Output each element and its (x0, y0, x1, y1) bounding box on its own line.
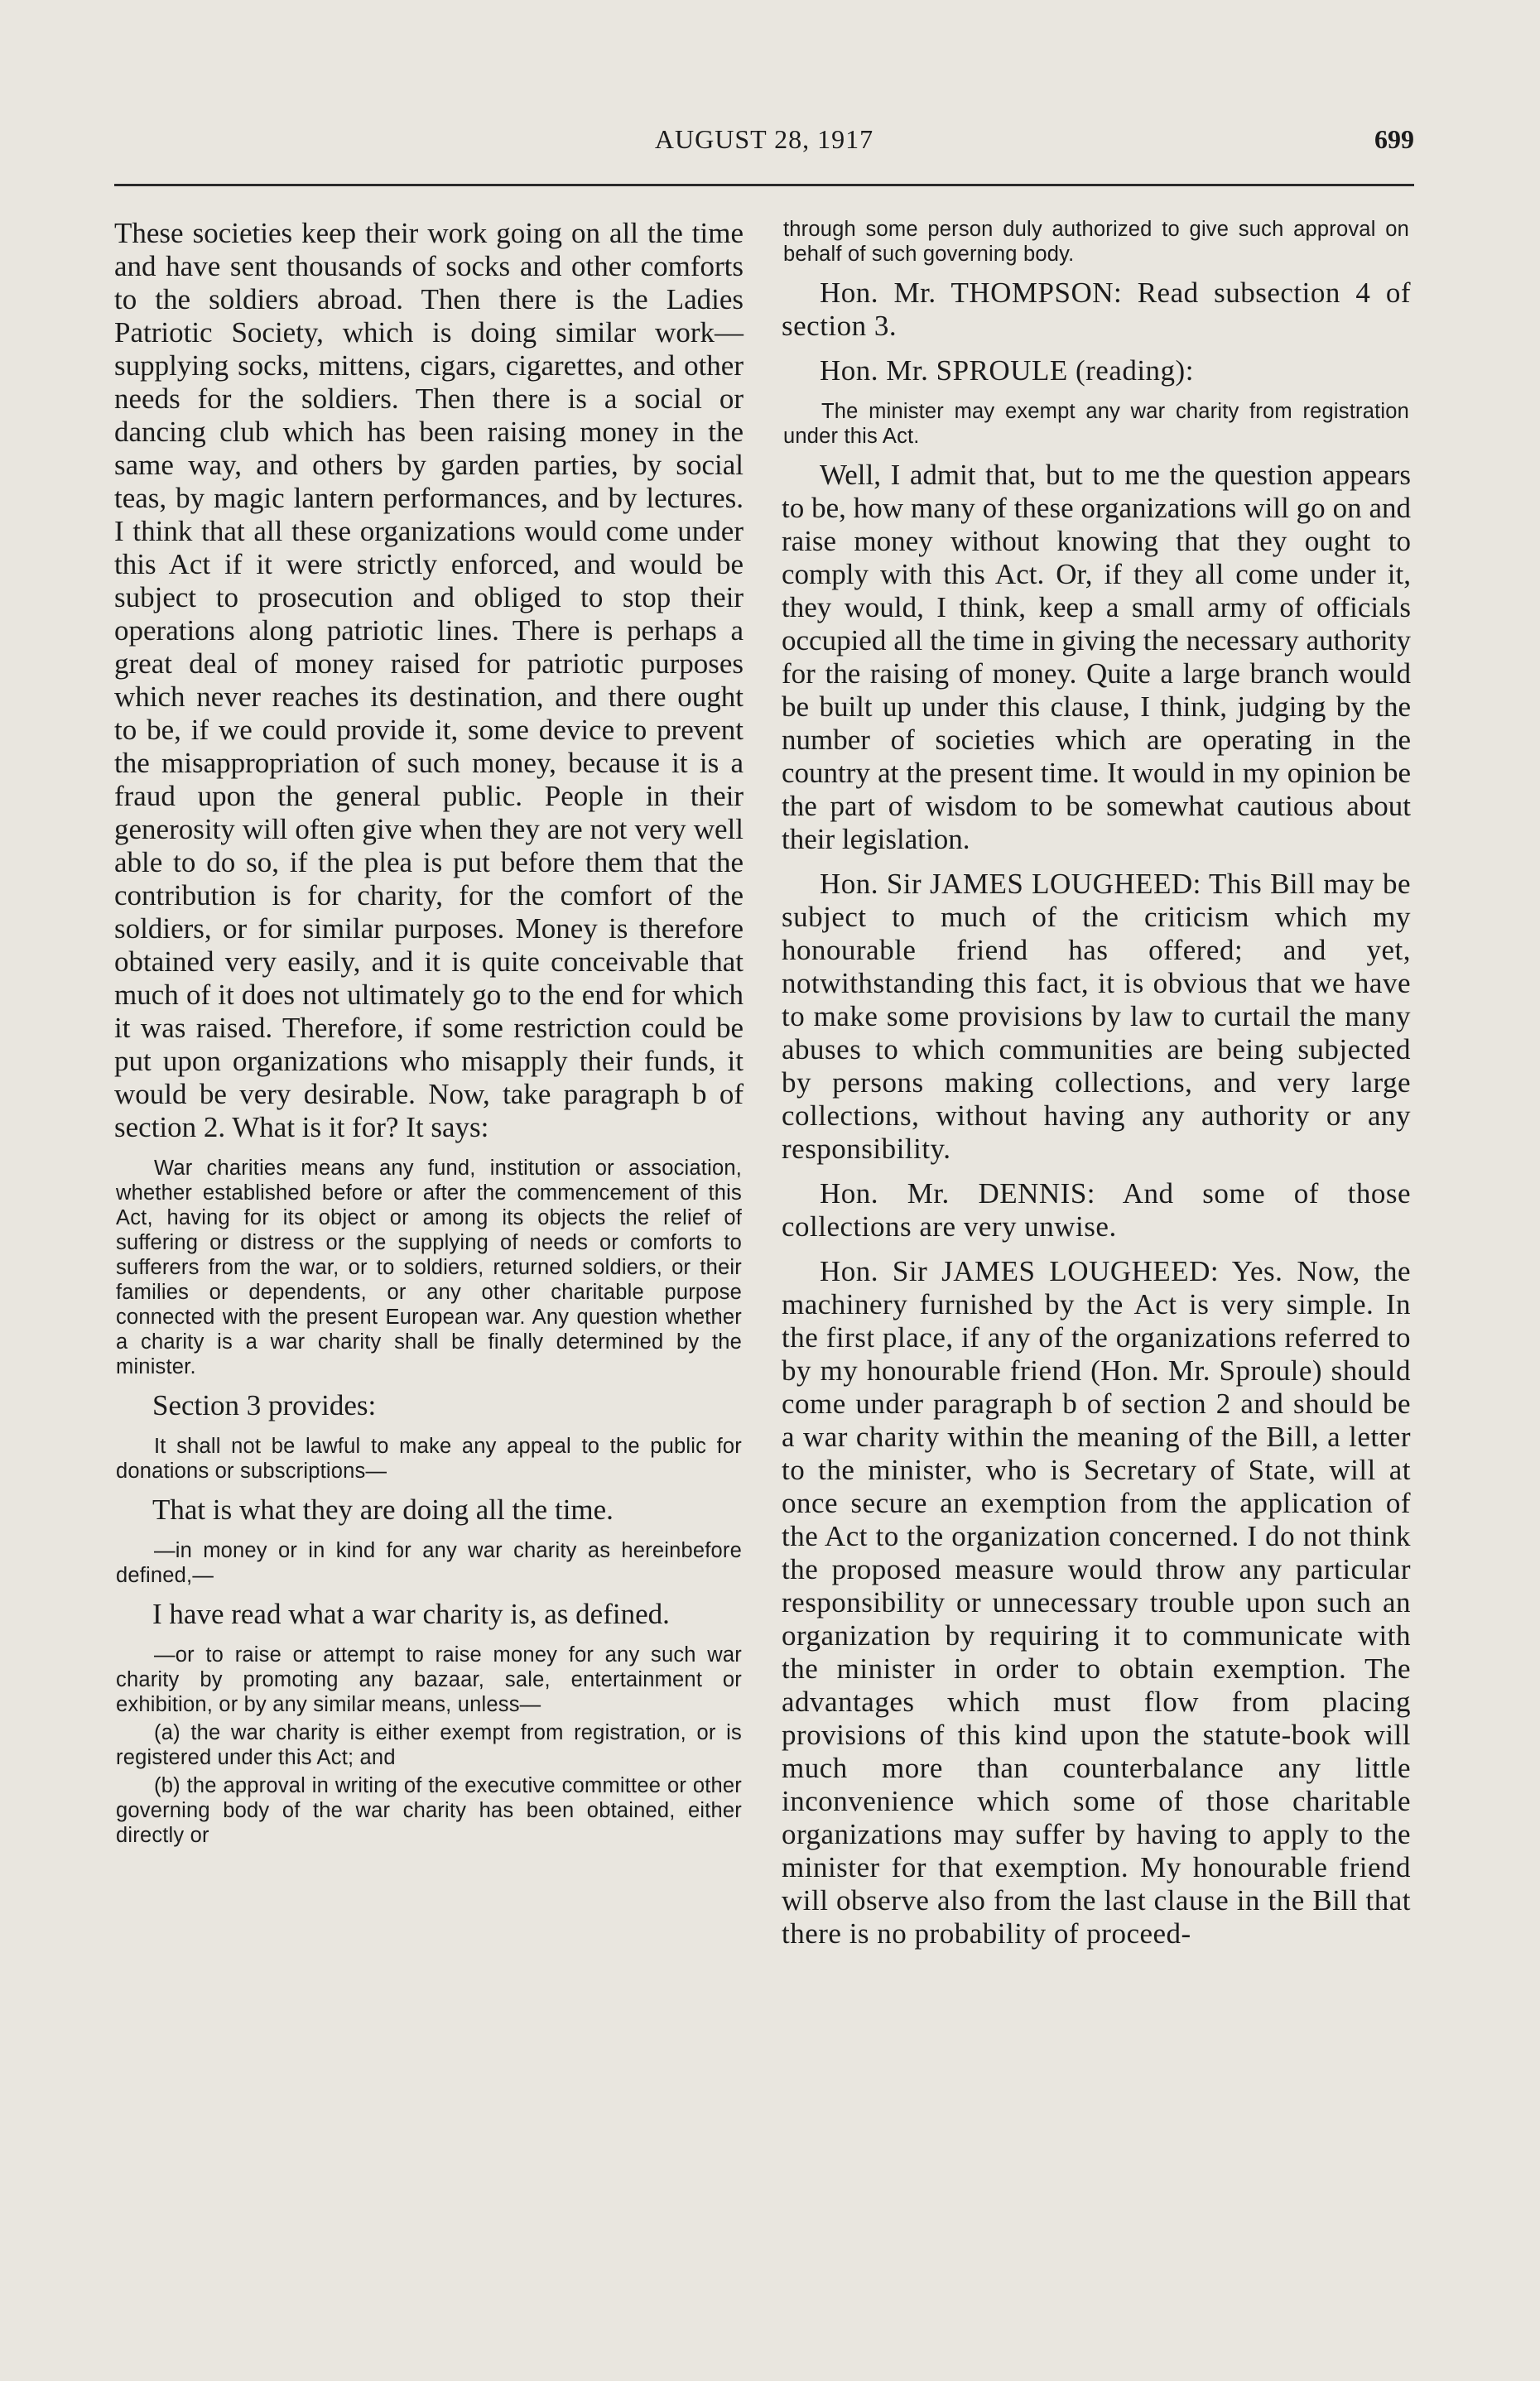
quoted-paragraph: The minister may exempt any war charity from registration under this Act. (783, 400, 1409, 448)
quoted-paragraph: (a) the war charity is either exempt from registration, or is registered under this Act; and (116, 1721, 742, 1769)
header-rule (114, 184, 1414, 186)
speaker-paragraph: Hon. Sir JAMES LOUGHEED: This Bill may be subject to much of the criticism which my honourable friend has offered; and yet, notwithstanding this fact, it is obvious that we have to make some provisions by law to curtail the many abuses to which communities are being subjected by persons making collections, and very large collections, without having any authority or any responsibility. (782, 868, 1411, 1165)
quoted-paragraph: It shall not be lawful to make any appeal to the public for donations or subscriptions— (116, 1435, 742, 1483)
speaker-paragraph: Hon. Mr. SPROULE (reading): (820, 354, 1194, 387)
quoted-paragraph: War charities means any fund, institution or association, whether established before or after the commencement of this Act, having for its object or among its objects the relief of suffering or distress or the supplying of needs or comforts to sufferers from the war, or to soldiers, returned soldiers, or their families or dependents, or any other charitable purpose connected with the present European war. Any question whether a charity is a war charity shall be finally determined by the minister. (116, 1157, 742, 1378)
running-date: AUGUST 28, 1917 (654, 124, 874, 154)
left-column (114, 217, 744, 1858)
quoted-paragraph: (b) the approval in writing of the executive committee or other governing body of the war charity has been obtained, either directly or (116, 1774, 742, 1847)
right-column (782, 217, 1411, 1962)
page-number: 699 (1374, 124, 1414, 154)
speaker-paragraph: Hon. Mr. THOMPSON: Read subsection 4 of section 3. (782, 277, 1411, 342)
body-paragraph: That is what they are doing all the time. (152, 1494, 614, 1526)
body-paragraph: Well, I admit that, but to me the question appears to be, how many of these organizations will go on and raise money without knowing that they ought to comply with this Act. Or, if they all come under it, they would, I think, keep a small army of officials occupied all the time in giving the necessary authority for the raising of money. Quite a large branch would be built up under this clause, I think, judging by the number of societies which are operating in the country at the present time. It would in my opinion be the part of wisdom to be somewhat cautious about their legislation. (782, 459, 1411, 855)
quoted-paragraph: —in money or in kind for any war charity as hereinbefore defined,— (116, 1539, 742, 1587)
running-header (114, 124, 1414, 174)
quoted-paragraph: —or to raise or attempt to raise money for any such war charity by promoting any bazaar, sale, entertainment or exhibition, or by any similar means, unless— (116, 1643, 742, 1716)
body-paragraph: I have read what a war charity is, as defined. (152, 1598, 670, 1630)
body-paragraph: These societies keep their work going on all the time and have sent thousands of socks and other comforts to the soldiers abroad. Then there is the Ladies Patriotic Society, which is doing similar work— supplying socks, mittens, cigars, cigarettes, and other needs for the soldiers. Then there is a social or dancing club which has been raising money in the same way, and others by garden parties, by social teas, by magic lantern performances, and by lectures. I think that all these organizations would come under this Act if it were strictly enforced, and would be subject to prosecution and obliged to stop their operations along patriotic lines. There is perhaps a great deal of money raised for patriotic purposes which never reaches its destination, and there ought to be, if we could provide it, some device to prevent the misappropriation of such money, because it is a fraud upon the general public. People in their generosity will often give when they are not very well able to do so, if the plea is put before them that the contribution is for charity, for the comfort of the soldiers, or for similar purposes. Money is therefore obtained very easily, and it is quite conceivable that much of it does not ultimately go to the end for which it was raised. Therefore, if some restriction could be put upon organizations who misapply their funds, it would be very desirable. Now, take paragraph b of section 2. What is it for? It says: (114, 217, 744, 1143)
body-paragraph: Section 3 provides: (152, 1389, 377, 1421)
quoted-paragraph: through some person duly authorized to give such approval on behalf of such governing body. (783, 218, 1409, 266)
speaker-paragraph: Hon. Mr. DENNIS: And some of those collections are very unwise. (782, 1177, 1411, 1243)
speaker-paragraph: Hon. Sir JAMES LOUGHEED: Yes. Now, the machinery furnished by the Act is very simple. In the first place, if any of the organizations referred to by my honourable friend (Hon. Mr. Sproule) should come under paragraph b of section 2 and should be a war charity within the meaning of the Bill, a letter to the minister, who is Secretary of State, will at once secure an exemption from the application of the Act to the organization concerned. I do not think the proposed measure would throw any particular responsibility or unnecessary trouble upon such an organization by requiring it to communicate with the minister in order to obtain exemption. The advantages which must flow from placing provisions of this kind upon the statute-book will much more than counterbalance any little inconvenience which some of those charitable organizations may suffer by having to apply to the minister for that exemption. My honourable friend will observe also from the last clause in the Bill that there is no probability of proceed- (782, 1255, 1411, 1950)
